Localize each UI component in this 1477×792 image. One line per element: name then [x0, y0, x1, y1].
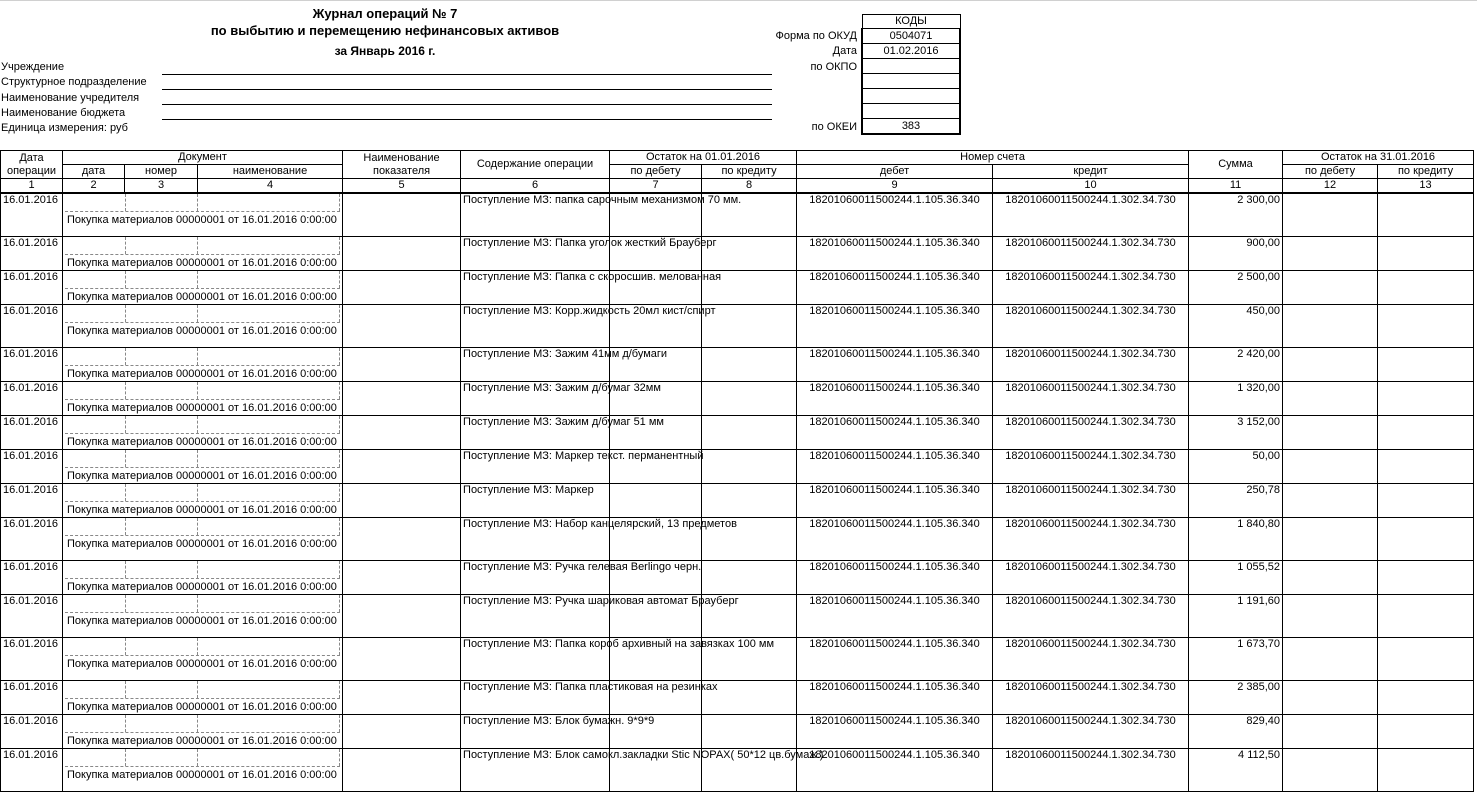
row-credit-account: 18201060011500244.1.302.34.730: [993, 714, 1189, 748]
row-content: Поступление МЗ: Папка уголок жесткий Брауберг: [461, 236, 610, 270]
row-doc-name: Покупка материалов 00000001 от 16.01.2016 0:00:00: [67, 503, 337, 516]
row-indicator: [343, 193, 461, 236]
col-number: 4: [198, 179, 343, 194]
col-number: 3: [125, 179, 198, 194]
row-credit-account: 18201060011500244.1.302.34.730: [993, 381, 1189, 415]
row-document: [63, 381, 343, 415]
col-credit: кредит: [993, 165, 1189, 179]
row-sum: 1 191,60: [1189, 594, 1283, 637]
row-sum: 829,40: [1189, 714, 1283, 748]
row-indicator: [343, 304, 461, 347]
table-row[interactable]: [1, 381, 1474, 415]
row-document: [63, 637, 343, 680]
row-credit-account: 18201060011500244.1.302.34.730: [993, 483, 1189, 517]
row-indicator: [343, 270, 461, 304]
table-row[interactable]: [1, 236, 1474, 270]
row-opening-credit: [702, 381, 797, 415]
row-opening-credit: [702, 449, 797, 483]
codes-box: [861, 14, 961, 135]
doc-subcells: [65, 561, 340, 579]
col-op-date: Дата операции: [1, 151, 63, 179]
row-debit-account: 18201060011500244.1.105.36.340: [797, 304, 993, 347]
row-closing-credit: [1378, 193, 1474, 236]
row-document: [63, 560, 343, 594]
empty-code-1: [862, 74, 960, 89]
row-closing-credit: [1378, 483, 1474, 517]
row-sum: 2 500,00: [1189, 270, 1283, 304]
date-value: 01.02.2016: [862, 44, 960, 59]
row-document: [63, 483, 343, 517]
row-sum: 1 055,52: [1189, 560, 1283, 594]
row-sum: 900,00: [1189, 236, 1283, 270]
doc-subcells: [65, 638, 340, 656]
row-closing-debit: [1283, 748, 1378, 791]
table-row[interactable]: [1, 748, 1474, 791]
col-number: 8: [702, 179, 797, 194]
row-sum: 50,00: [1189, 449, 1283, 483]
row-sum: 2 420,00: [1189, 347, 1283, 381]
okud-label: Форма по ОКУД: [775, 30, 857, 42]
row-credit-account: 18201060011500244.1.302.34.730: [993, 680, 1189, 714]
row-doc-name: Покупка материалов 00000001 от 16.01.2016 0:00:00: [67, 290, 337, 303]
doc-subcells: [65, 715, 340, 733]
table-row[interactable]: [1, 680, 1474, 714]
row-opening-credit: [702, 560, 797, 594]
row-doc-name: Покупка материалов 00000001 от 16.01.2016 0:00:00: [67, 657, 337, 670]
codes-heading: КОДЫ: [862, 15, 960, 29]
table-row[interactable]: [1, 415, 1474, 449]
row-closing-credit: [1378, 304, 1474, 347]
doc-subcells: [65, 271, 340, 289]
row-debit-account: 18201060011500244.1.105.36.340: [797, 236, 993, 270]
row-op-date: 16.01.2016: [1, 270, 63, 304]
row-content: Поступление МЗ: папка сарочным механизмом 70 мм.: [461, 193, 610, 236]
row-closing-debit: [1283, 680, 1378, 714]
row-credit-account: 18201060011500244.1.302.34.730: [993, 594, 1189, 637]
row-doc-name: Покупка материалов 00000001 от 16.01.2016 0:00:00: [67, 614, 337, 627]
row-credit-account: 18201060011500244.1.302.34.730: [993, 415, 1189, 449]
row-indicator: [343, 449, 461, 483]
row-indicator: [343, 594, 461, 637]
col-number: 2: [63, 179, 125, 194]
row-credit-account: 18201060011500244.1.302.34.730: [993, 347, 1189, 381]
doc-subcells: [65, 450, 340, 468]
row-doc-name: Покупка материалов 00000001 от 16.01.2016 0:00:00: [67, 734, 337, 747]
row-document: [63, 270, 343, 304]
row-opening-credit: [702, 304, 797, 347]
row-op-date: 16.01.2016: [1, 236, 63, 270]
row-closing-credit: [1378, 517, 1474, 560]
row-debit-account: 18201060011500244.1.105.36.340: [797, 714, 993, 748]
row-closing-credit: [1378, 637, 1474, 680]
row-debit-account: 18201060011500244.1.105.36.340: [797, 193, 993, 236]
row-opening-debit: [610, 483, 702, 517]
row-op-date: 16.01.2016: [1, 483, 63, 517]
table-row[interactable]: [1, 449, 1474, 483]
doc-subcells: [65, 382, 340, 400]
table-row[interactable]: [1, 483, 1474, 517]
row-opening-credit: [702, 415, 797, 449]
row-document: [63, 304, 343, 347]
table-row[interactable]: [1, 714, 1474, 748]
doc-subcells: [65, 237, 340, 255]
row-content: Поступление МЗ: Маркер текст. перманентный: [461, 449, 610, 483]
col-content: Содержание операции: [461, 151, 610, 179]
row-sum: 250,78: [1189, 483, 1283, 517]
row-closing-debit: [1283, 714, 1378, 748]
row-credit-account: 18201060011500244.1.302.34.730: [993, 560, 1189, 594]
row-debit-account: 18201060011500244.1.105.36.340: [797, 483, 993, 517]
row-closing-debit: [1283, 483, 1378, 517]
row-debit-account: 18201060011500244.1.105.36.340: [797, 449, 993, 483]
doc-subcells: [65, 305, 340, 323]
row-sum: 1 840,80: [1189, 517, 1283, 560]
row-doc-name: Покупка материалов 00000001 от 16.01.2016 0:00:00: [67, 435, 337, 448]
table-row[interactable]: [1, 304, 1474, 347]
row-document: [63, 517, 343, 560]
founder-underline: [162, 104, 772, 105]
row-closing-debit: [1283, 193, 1378, 236]
row-credit-account: 18201060011500244.1.302.34.730: [993, 270, 1189, 304]
row-indicator: [343, 680, 461, 714]
row-closing-debit: [1283, 517, 1378, 560]
row-sum: 450,00: [1189, 304, 1283, 347]
okei-label: по ОКЕИ: [811, 121, 857, 133]
row-credit-account: 18201060011500244.1.302.34.730: [993, 193, 1189, 236]
row-closing-debit: [1283, 449, 1378, 483]
row-content: Поступление МЗ: Зажим д/бумаг 51 мм: [461, 415, 610, 449]
row-content: Поступление МЗ: Зажим 41мм д/бумаги: [461, 347, 610, 381]
row-op-date: 16.01.2016: [1, 748, 63, 791]
row-document: [63, 449, 343, 483]
row-closing-credit: [1378, 236, 1474, 270]
row-closing-debit: [1283, 304, 1378, 347]
row-closing-debit: [1283, 560, 1378, 594]
row-debit-account: 18201060011500244.1.105.36.340: [797, 270, 993, 304]
date-label: Дата: [832, 45, 857, 57]
row-content: Поступление МЗ: Набор канцелярский, 13 предметов: [461, 517, 610, 560]
budget-underline: [162, 119, 772, 120]
col-number: 1: [1, 179, 63, 194]
division-label: Структурное подразделение: [1, 76, 147, 88]
doc-subcells: [65, 681, 340, 699]
row-content: Поступление МЗ: Папка с скоросшив. мелованная: [461, 270, 610, 304]
row-closing-credit: [1378, 560, 1474, 594]
row-doc-name: Покупка материалов 00000001 от 16.01.2016 0:00:00: [67, 768, 337, 781]
row-indicator: [343, 483, 461, 517]
row-doc-name: Покупка материалов 00000001 от 16.01.2016 0:00:00: [67, 401, 337, 414]
row-op-date: 16.01.2016: [1, 449, 63, 483]
row-closing-debit: [1283, 637, 1378, 680]
row-op-date: 16.01.2016: [1, 517, 63, 560]
row-credit-account: 18201060011500244.1.302.34.730: [993, 449, 1189, 483]
row-indicator: [343, 381, 461, 415]
row-opening-credit: [702, 347, 797, 381]
row-content: Поступление МЗ: Маркер: [461, 483, 610, 517]
col-doc-name: наименование: [198, 165, 343, 179]
row-content: Поступление МЗ: Ручка гелевая Berlingo черн.: [461, 560, 610, 594]
table-row[interactable]: [1, 347, 1474, 381]
row-closing-debit: [1283, 270, 1378, 304]
row-content: Поступление МЗ: Блок бумажн. 9*9*9: [461, 714, 610, 748]
col-number: 10: [993, 179, 1189, 194]
col-doc-number: номер: [125, 165, 198, 179]
founder-label: Наименование учредителя: [1, 92, 140, 104]
col-number: 5: [343, 179, 461, 194]
row-indicator: [343, 347, 461, 381]
unit-label: Единица измерения: руб: [1, 122, 128, 134]
row-debit-account: 18201060011500244.1.105.36.340: [797, 637, 993, 680]
row-debit-account: 18201060011500244.1.105.36.340: [797, 594, 993, 637]
row-op-date: 16.01.2016: [1, 193, 63, 236]
row-debit-account: 18201060011500244.1.105.36.340: [797, 415, 993, 449]
okpo-value: [862, 59, 960, 74]
row-debit-account: 18201060011500244.1.105.36.340: [797, 517, 993, 560]
doc-subcells: [65, 194, 340, 212]
row-closing-credit: [1378, 594, 1474, 637]
journal-table: [0, 150, 1474, 792]
row-sum: 1 320,00: [1189, 381, 1283, 415]
row-doc-name: Покупка материалов 00000001 от 16.01.2016 0:00:00: [67, 700, 337, 713]
row-closing-debit: [1283, 415, 1378, 449]
row-debit-account: 18201060011500244.1.105.36.340: [797, 347, 993, 381]
row-op-date: 16.01.2016: [1, 714, 63, 748]
row-closing-debit: [1283, 381, 1378, 415]
col-document: Документ: [63, 151, 343, 165]
row-indicator: [343, 517, 461, 560]
institution-label: Учреждение: [1, 61, 65, 73]
row-indicator: [343, 748, 461, 791]
row-doc-name: Покупка материалов 00000001 от 16.01.2016 0:00:00: [67, 214, 337, 226]
journal-subtitle: по выбытию и перемещению нефинансовых активов: [210, 23, 560, 38]
row-opening-credit: [702, 483, 797, 517]
division-underline: [162, 89, 772, 90]
col-account-number: Номер счета: [797, 151, 1189, 165]
row-op-date: 16.01.2016: [1, 560, 63, 594]
row-document: [63, 680, 343, 714]
col-number: 12: [1283, 179, 1378, 194]
row-op-date: 16.01.2016: [1, 381, 63, 415]
row-op-date: 16.01.2016: [1, 304, 63, 347]
row-credit-account: 18201060011500244.1.302.34.730: [993, 517, 1189, 560]
okei-value: 383: [862, 119, 960, 135]
row-closing-credit: [1378, 381, 1474, 415]
doc-subcells: [65, 416, 340, 434]
col-closing-balance: Остаток на 31.01.2016: [1283, 151, 1474, 165]
journal-period: за Январь 2016 г.: [334, 44, 436, 58]
okpo-label: по ОКПО: [810, 61, 857, 73]
budget-label: Наименование бюджета: [1, 107, 126, 119]
row-content: Поступление МЗ: Ручка шариковая автомат Брауберг: [461, 594, 610, 637]
row-document: [63, 748, 343, 791]
col-doc-date: дата: [63, 165, 125, 179]
doc-subcells: [65, 595, 340, 613]
doc-subcells: [65, 749, 340, 767]
row-closing-credit: [1378, 415, 1474, 449]
col-number: 9: [797, 179, 993, 194]
row-closing-debit: [1283, 347, 1378, 381]
row-op-date: 16.01.2016: [1, 594, 63, 637]
row-doc-name: Покупка материалов 00000001 от 16.01.2016 0:00:00: [67, 537, 337, 550]
row-closing-credit: [1378, 714, 1474, 748]
institution-underline: [162, 74, 772, 75]
row-indicator: [343, 236, 461, 270]
row-document: [63, 347, 343, 381]
col-number: 6: [461, 179, 610, 194]
row-content: Поступление МЗ: Папка пластиковая на резинках: [461, 680, 610, 714]
row-content: Поступление МЗ: Зажим д/бумаг 32мм: [461, 381, 610, 415]
row-closing-credit: [1378, 270, 1474, 304]
doc-subcells: [65, 484, 340, 502]
row-closing-debit: [1283, 594, 1378, 637]
journal-title: Журнал операций № 7: [312, 6, 458, 21]
col-opening-debit: по дебету: [610, 165, 702, 179]
table-row[interactable]: [1, 560, 1474, 594]
row-credit-account: 18201060011500244.1.302.34.730: [993, 304, 1189, 347]
row-doc-name: Покупка материалов 00000001 от 16.01.2016 0:00:00: [67, 469, 337, 482]
okud-value: 0504071: [862, 29, 960, 44]
row-doc-name: Покупка материалов 00000001 от 16.01.2016 0:00:00: [67, 324, 337, 337]
col-number: 11: [1189, 179, 1283, 194]
row-document: [63, 714, 343, 748]
row-op-date: 16.01.2016: [1, 637, 63, 680]
row-opening-credit: [702, 714, 797, 748]
col-opening-credit: по кредиту: [702, 165, 797, 179]
row-document: [63, 594, 343, 637]
row-document: [63, 236, 343, 270]
table-row[interactable]: [1, 594, 1474, 637]
row-credit-account: 18201060011500244.1.302.34.730: [993, 748, 1189, 791]
top-divider: [0, 0, 1477, 1]
row-op-date: 16.01.2016: [1, 415, 63, 449]
row-debit-account: 18201060011500244.1.105.36.340: [797, 680, 993, 714]
col-number: 13: [1378, 179, 1474, 194]
row-debit-account: 18201060011500244.1.105.36.340: [797, 560, 993, 594]
table-row[interactable]: [1, 270, 1474, 304]
row-content: Поступление МЗ: Блок самокл.закладки Stic NOPAX( 50*12 цв.бумаж.): [461, 748, 610, 791]
col-closing-credit: по кредиту: [1378, 165, 1474, 179]
doc-subcells: [65, 348, 340, 366]
empty-code-2: [862, 89, 960, 104]
row-credit-account: 18201060011500244.1.302.34.730: [993, 236, 1189, 270]
row-op-date: 16.01.2016: [1, 680, 63, 714]
row-sum: 2 385,00: [1189, 680, 1283, 714]
row-indicator: [343, 637, 461, 680]
row-sum: 4 112,50: [1189, 748, 1283, 791]
row-content: Поступление МЗ: Папка короб архивный на завязках 100 мм: [461, 637, 610, 680]
col-closing-debit: по дебету: [1283, 165, 1378, 179]
row-indicator: [343, 714, 461, 748]
col-debit: дебет: [797, 165, 993, 179]
col-sum: Сумма: [1189, 151, 1283, 179]
row-debit-account: 18201060011500244.1.105.36.340: [797, 748, 993, 791]
row-indicator: [343, 415, 461, 449]
row-closing-credit: [1378, 680, 1474, 714]
empty-code-3: [862, 104, 960, 119]
col-indicator: Наименование показателя: [343, 151, 461, 179]
row-sum: 1 673,70: [1189, 637, 1283, 680]
row-indicator: [343, 560, 461, 594]
col-number: 7: [610, 179, 702, 194]
row-doc-name: Покупка материалов 00000001 от 16.01.2016 0:00:00: [67, 367, 337, 380]
row-closing-debit: [1283, 236, 1378, 270]
table-row[interactable]: [1, 517, 1474, 560]
doc-subcells: [65, 518, 340, 536]
col-opening-balance: Остаток на 01.01.2016: [610, 151, 797, 165]
row-sum: 2 300,00: [1189, 193, 1283, 236]
table-row[interactable]: [1, 637, 1474, 680]
row-document: [63, 193, 343, 236]
row-sum: 3 152,00: [1189, 415, 1283, 449]
row-op-date: 16.01.2016: [1, 347, 63, 381]
table-row[interactable]: [1, 193, 1474, 236]
row-closing-credit: [1378, 748, 1474, 791]
row-debit-account: 18201060011500244.1.105.36.340: [797, 381, 993, 415]
row-document: [63, 415, 343, 449]
row-doc-name: Покупка материалов 00000001 от 16.01.2016 0:00:00: [67, 580, 337, 593]
row-closing-credit: [1378, 449, 1474, 483]
row-credit-account: 18201060011500244.1.302.34.730: [993, 637, 1189, 680]
row-closing-credit: [1378, 347, 1474, 381]
row-content: Поступление МЗ: Корр.жидкость 20мл кист/спирт: [461, 304, 610, 347]
row-doc-name: Покупка материалов 00000001 от 16.01.2016 0:00:00: [67, 256, 337, 269]
